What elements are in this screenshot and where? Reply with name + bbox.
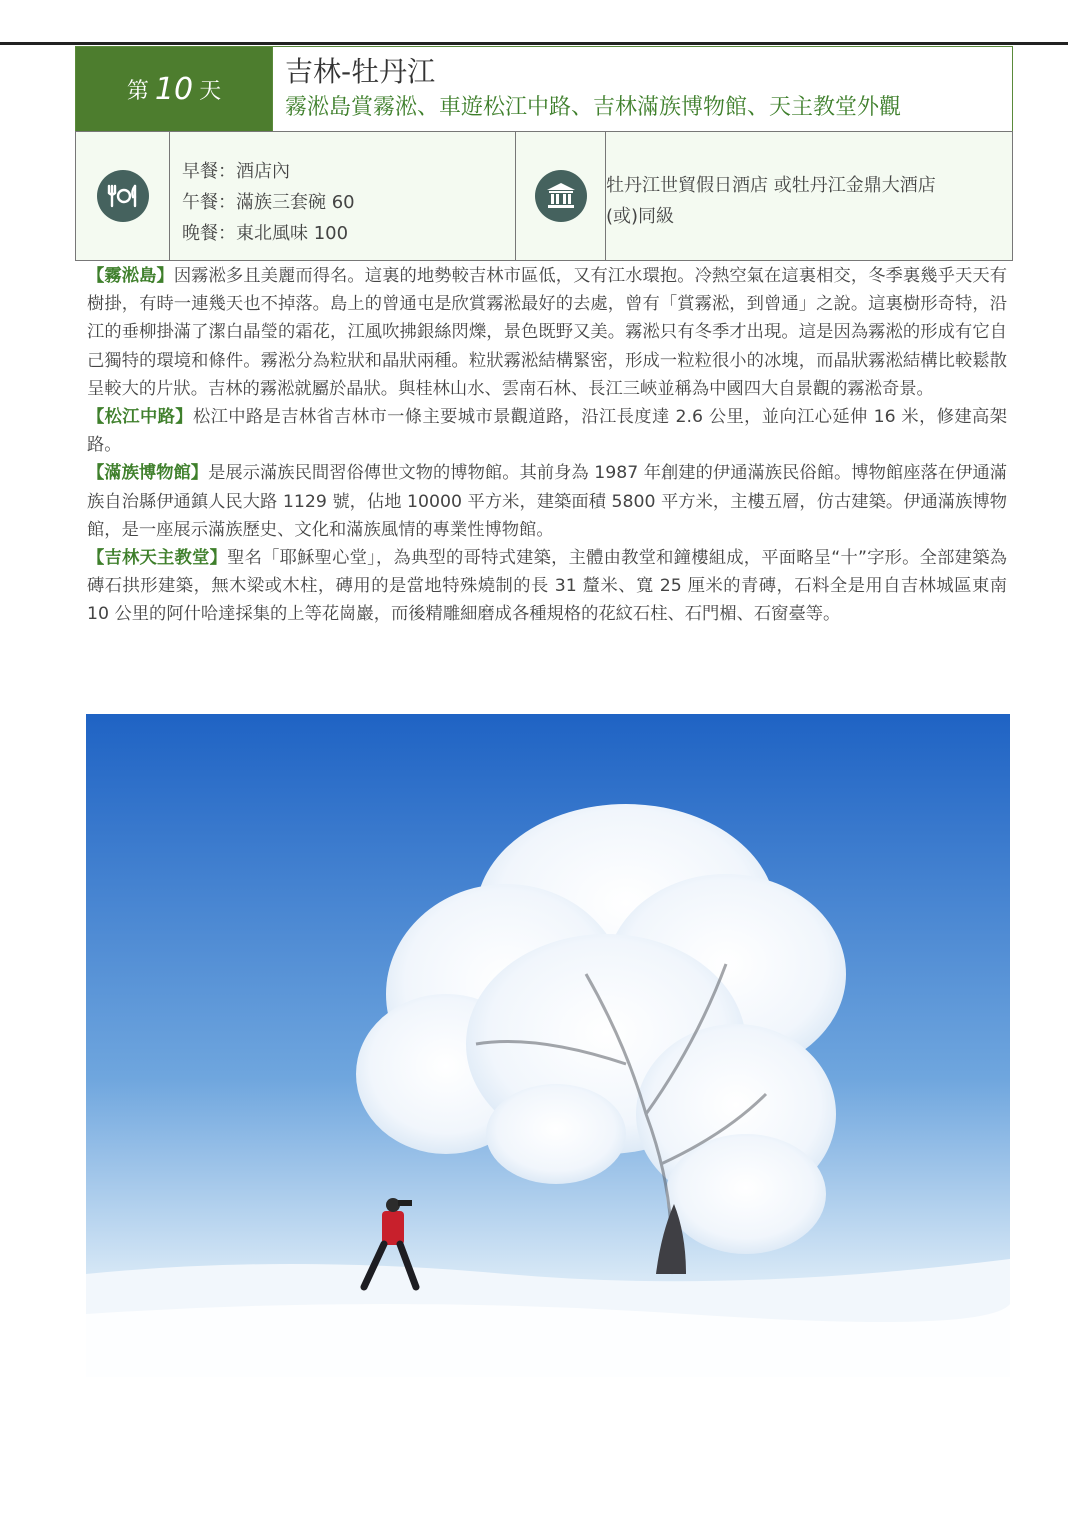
- section-manchu-museum: [87, 459, 1007, 544]
- hotel-icon-cell: [516, 132, 606, 260]
- frosted-tree-photo: [86, 714, 1010, 1377]
- day-titles: [272, 47, 1012, 131]
- meal-dinner: 晚餐：東北風味 100: [182, 223, 349, 244]
- section-tag: 【霧淞島】: [87, 266, 174, 286]
- meal-breakfast: 早餐：酒店內: [182, 161, 290, 182]
- day-badge: [76, 47, 272, 131]
- section-text: 聖名「耶穌聖心堂」，為典型的哥特式建築，主體由教堂和鐘樓組成，平面略呈“十”字形。全部建築為磚石拱形建築，無木梁或木柱，磚用的是當地特殊燒制的長 31 釐米、寬 25 厘米的青磚，石料全是用自吉林城區東南 10 公里的阿什哈達採集的上等花崗巖，而後精雕細磨成各種規格的花紋石柱、石門楣、石窗臺等。: [87, 548, 1007, 625]
- info-row: [75, 131, 1013, 261]
- meals-cell: [170, 132, 516, 260]
- meals-icon-cell: [76, 132, 170, 260]
- itinerary-description: [87, 262, 1007, 629]
- top-rule: [0, 42, 1068, 45]
- hotel-name: 牡丹江世貿假日酒店 或牡丹江金鼎大酒店: [606, 175, 936, 196]
- day-attractions: 霧淞島賞霧淞、車遊松江中路、吉林滿族博物館、天主教堂外觀: [285, 95, 902, 120]
- hotel-alternative: (或)同級: [606, 206, 675, 227]
- day-suffix: 天: [199, 78, 222, 104]
- section-text: 松江中路是吉林省吉林市一條主要城市景觀道路，沿江長度達 2.6 公里，並向江心延伸 16 米，修建高架路。: [87, 407, 1007, 456]
- section-text: 是展示滿族民間習俗傳世文物的博物館。其前身為 1987 年創建的伊通滿族民俗館。博物館座落在伊通滿族自治縣伊通鎮人民大路 1129 號，佔地 10000 平方米，建築面積 5800 平方米，主樓五層，仿古建築。伊通滿族博物館，是一座展示滿族歷史、文化和滿族風情的專業性博物館。: [87, 463, 1007, 540]
- day-header: [75, 46, 1013, 132]
- day-route: 吉林-牡丹江: [285, 55, 436, 88]
- day-prefix: 第: [126, 78, 149, 104]
- section-tag: 【吉林天主教堂】: [87, 548, 228, 569]
- hotel-cell: [606, 132, 1012, 260]
- section-rime-island: [87, 262, 1007, 403]
- section-text: 因霧淞多且美麗而得名。這裏的地勢較吉林市區低，又有江水環抱。冷熱空氣在這裏相交，冬季裏幾乎天天有樹掛，有時一連幾天也不掉落。島上的曾通屯是欣賞霧淞最好的去處，曾有「賞霧淞，到曾通」之說。這裏樹形奇特，沿江的垂柳掛滿了潔白晶瑩的霜花，江風吹拂銀絲閃爍，景色既野又美。霧淞只有冬季才出現。這是因為霧淞的形成有它自己獨特的環境和條件。霧淞分為粒狀和晶狀兩種。粒狀霧淞結構緊密，形成一粒粒很小的冰塊，而晶狀霧淞結構比較鬆散呈較大的片狀。吉林的霧淞就屬於晶狀。與桂林山水、雲南石林、長江三峽並稱為中國四大自景觀的霧淞奇景。: [87, 266, 1007, 399]
- section-tag: 【松江中路】: [87, 407, 193, 428]
- building-icon: [535, 170, 587, 222]
- section-catholic-church: [87, 544, 1007, 629]
- section-tag: 【滿族博物館】: [87, 463, 209, 484]
- section-songjiang-road: [87, 403, 1007, 459]
- restaurant-icon: [97, 170, 149, 222]
- meal-lunch: 午餐：滿族三套碗 60: [182, 192, 355, 213]
- day-number: 10: [154, 71, 194, 107]
